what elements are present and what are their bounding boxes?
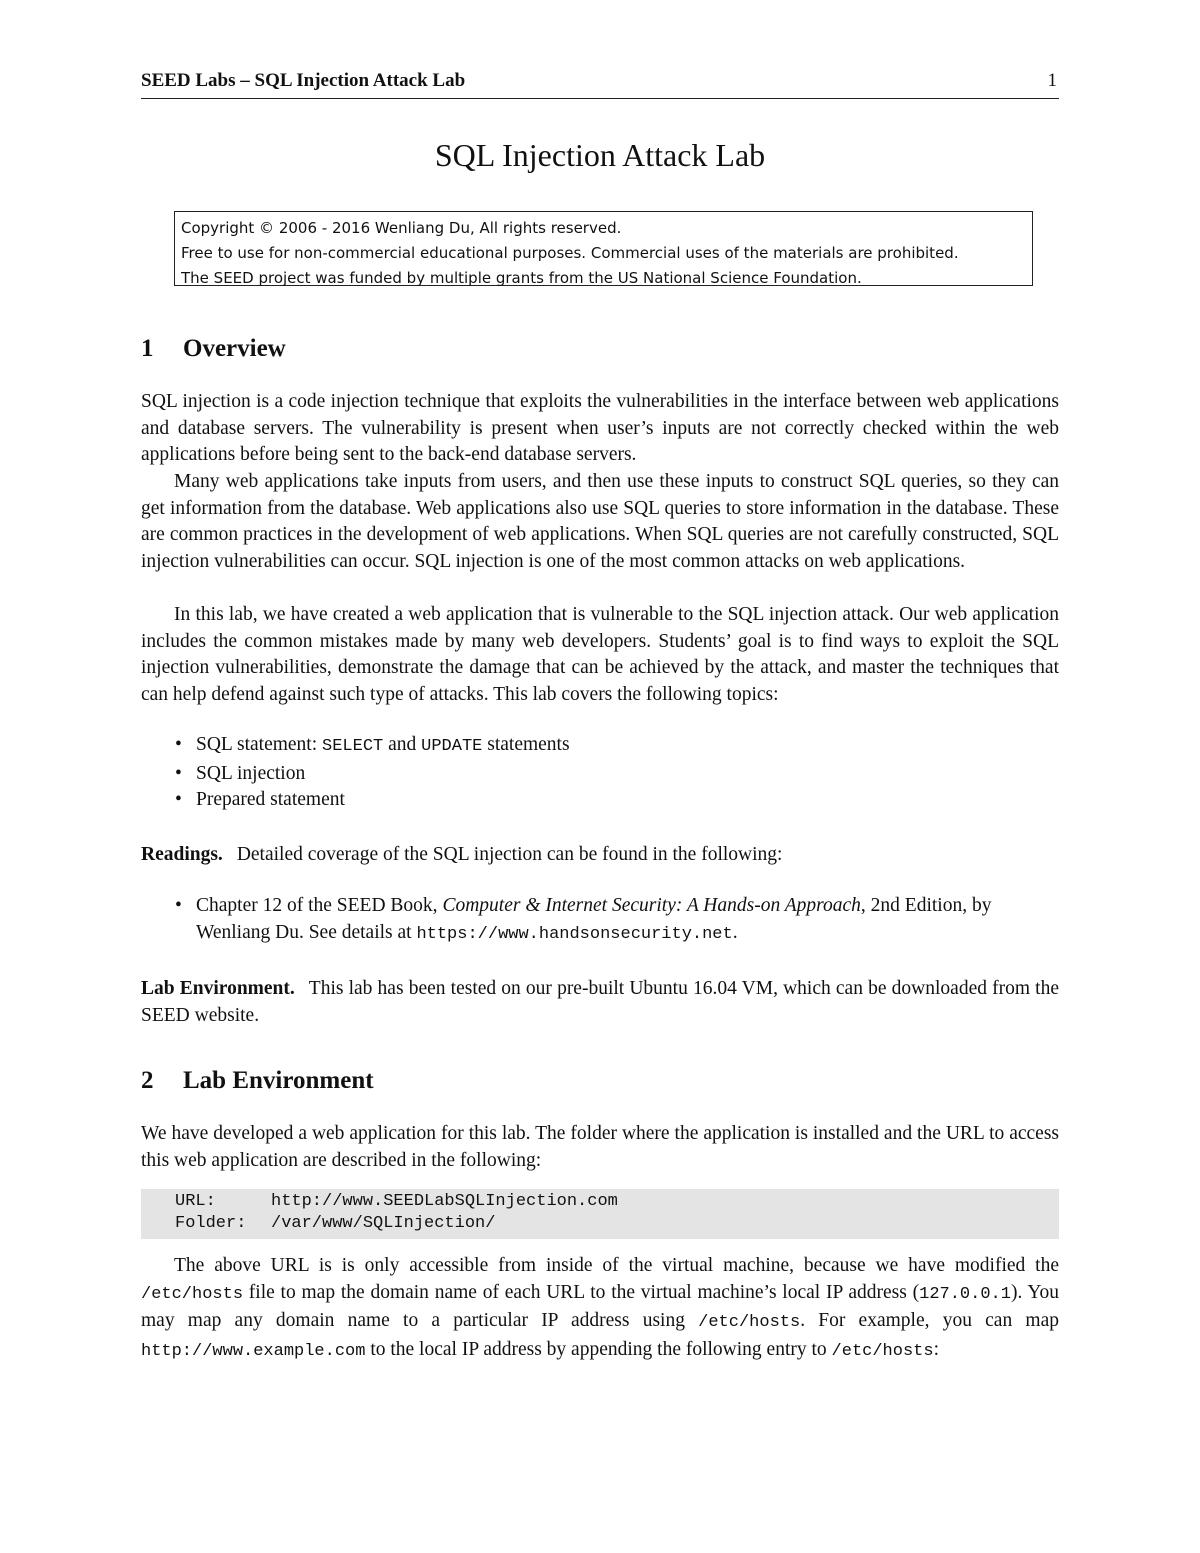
list-item: • Chapter 12 of the SEED Book, Computer & Internet Security: A Hands-on Approach, 2nd Edition, by Wenliang Du. See details at https://www.handsonsecurity.net.: [175, 895, 992, 944]
lab-env-paragraph-2: The above URL is is only accessible from inside of the virtual machine, because we have modified the /etc/hosts file to map the domain name of each URL to the virtual machine’s local IP address (127.0.0.1). You may map any domain name to a particular IP address using /etc/hosts. For example, you can map http://www.example.com to the local IP address by appending the following entry to /etc/hosts:: [141, 1255, 1060, 1361]
page-number: 1: [1047, 70, 1057, 91]
section-title: Lab Environment: [183, 1067, 374, 1094]
bullet-icon: •: [175, 789, 182, 810]
code-block: [141, 1189, 1059, 1239]
code-line-url: URL: http://www.SEEDLabSQLInjection.com: [175, 1192, 618, 1211]
list-item: • SQL statement: SELECT and UPDATE statements: [141, 732, 1059, 761]
book-url-link[interactable]: https://www.handsonsecurity.net: [416, 924, 733, 944]
book-title: Computer & Internet Security: A Hands-on Approach: [442, 895, 861, 916]
readings-label: Readings.: [141, 844, 223, 865]
bullet-icon: •: [175, 895, 182, 916]
lab-url: http://www.SEEDLabSQLInjection.com: [271, 1192, 618, 1211]
lab-env-paragraph-1: We have developed a web application for this lab. The folder where the application is installed and the URL to access this web application are described in the following:: [141, 1123, 1059, 1171]
lab-folder: /var/www/SQLInjection/: [271, 1214, 496, 1233]
readings-paragraph: Readings. Detailed coverage of the SQL injection can be found in the following:: [141, 844, 783, 865]
readings-list: [141, 893, 1059, 948]
section-2-heading: [141, 1067, 374, 1095]
overview-paragraph-2: Many web applications take inputs from users, and then use these inputs to construct SQL queries, so they can get information from the database. Web applications also use SQL queries to store information in the database. These are common practices in the development of web applications. When SQL queries are not carefully constructed, SQL injection vulnerabilities can occur. SQL injection is one of the most common attacks on web applications.: [141, 471, 1059, 572]
code-line-folder: Folder: /var/www/SQLInjection/: [175, 1214, 496, 1233]
lab-environment-paragraph: Lab Environment. This lab has been tested on our pre-built Ubuntu 16.04 VM, which can be downloaded from the SEED website.: [141, 978, 1059, 1026]
code-update: UPDATE: [421, 737, 483, 756]
document-title: SQL Injection Attack Lab: [434, 137, 766, 173]
funding-line: The SEED project was funded by multiple grants from the US National Science Foundation.: [181, 269, 862, 287]
running-title: SEED Labs – SQL Injection Attack Lab: [141, 70, 466, 91]
topics-list: [141, 732, 1059, 814]
overview-paragraph-1: SQL injection is a code injection technique that exploits the vulnerabilities in the interface between web applications and database servers. The vulnerability is present when user’s inputs are not correctly checked within the web applications before being sent to the back-end database servers.: [141, 391, 1059, 465]
section-title: Overview: [183, 335, 286, 362]
license-line: Free to use for non-commercial educational purposes. Commercial uses of the materials are prohibited.: [181, 244, 959, 262]
lab-environment-label: Lab Environment.: [141, 978, 295, 999]
copyright-box: [174, 211, 1033, 286]
section-1-heading: [141, 335, 286, 363]
code-select: SELECT: [322, 737, 384, 756]
running-header: [141, 70, 1059, 99]
section-number: 1: [141, 335, 154, 362]
list-item: • Prepared statement: [141, 787, 1059, 814]
copyright-line: Copyright © 2006 - 2016 Wenliang Du, All rights reserved.: [181, 219, 622, 237]
section-number: 2: [141, 1067, 154, 1094]
overview-paragraph-3: In this lab, we have created a web application that is vulnerable to the SQL injection attack. Our web application includes the common mistakes made by many web developers. Students’ goal is to find ways to exploit the SQL injection vulnerabilities, demonstrate the damage that can be achieved by the attack, and master the techniques that can help defend against such type of attacks. This lab covers the following topics:: [141, 604, 1059, 705]
list-item: • SQL injection: [141, 761, 1059, 788]
bullet-icon: •: [175, 762, 182, 784]
bullet-icon: •: [175, 734, 182, 755]
